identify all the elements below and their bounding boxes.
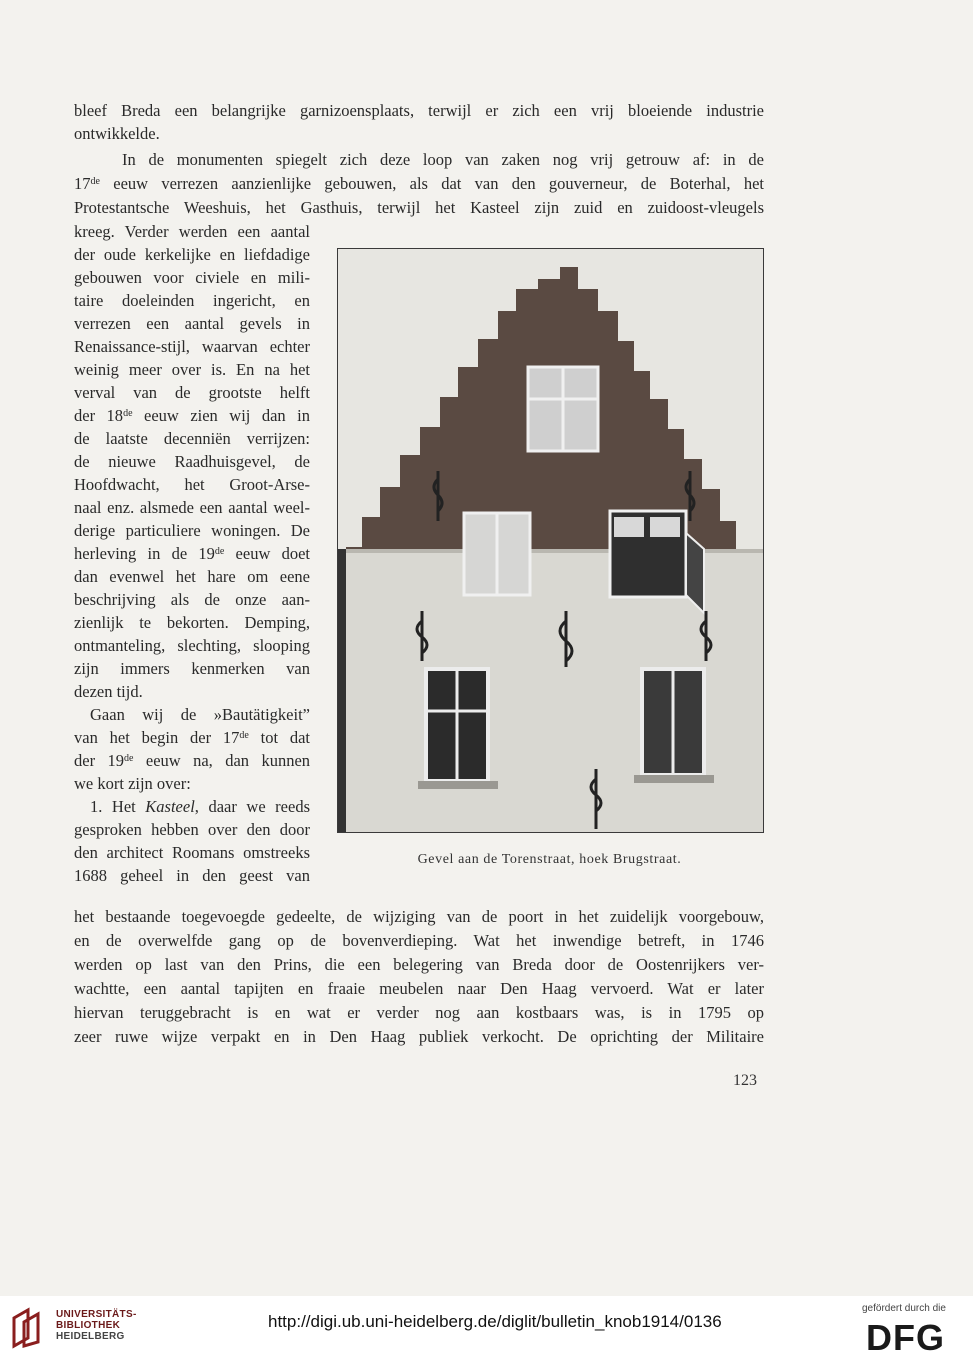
text-line: ontwikkelde. — [74, 124, 160, 143]
column-line: der 18de eeuw zien wij dan in — [74, 406, 310, 425]
column-line: van het begin der 17de tot dat — [74, 728, 311, 747]
funding-caption: gefördert durch die — [862, 1303, 946, 1314]
text-line: In de monumenten spiegelt zich deze loop van zaken nog vrij getrouw af: in de — [122, 150, 764, 169]
gable-illustration — [338, 249, 763, 832]
column-line: de laatste decenniën verrijzen: — [74, 429, 310, 448]
building-photo — [337, 248, 764, 833]
column-line: beschrijving als de onze aan- — [74, 590, 310, 609]
text-line: hiervan teruggebracht is en wat er verder nog aan kostbaars was, is in 1795 op — [74, 1003, 764, 1022]
page-number: 123 — [733, 1072, 757, 1089]
column-line: weinig meer over is. En na het — [74, 360, 310, 379]
column-line: Gaan wij de »Bautätigkeit” — [90, 705, 310, 724]
photo-caption: Gevel aan de Torenstraat, hoek Brugstraat. — [417, 852, 682, 867]
column-line: gebouwen voor civiele en mili- — [74, 268, 310, 287]
column-line: ontmanteling, slechting, slooping — [74, 636, 310, 655]
column-line: dezen tijd. — [74, 682, 143, 701]
column-line: kreeg. Verder werden een aantal — [74, 222, 310, 241]
column-line: we kort zijn over: — [74, 774, 191, 793]
column-line: zijn immers kenmerken van — [74, 659, 310, 678]
library-name: UNIVERSITÄTS- BIBLIOTHEK HEIDELBERG — [56, 1309, 137, 1342]
footer-bar — [0, 1296, 973, 1364]
column-line: derige particuliere woningen. De — [74, 521, 310, 540]
column-line: dan evenwel het hare om eene — [74, 567, 310, 586]
column-line: verval van de grootste helft — [74, 383, 310, 402]
column-line: zienlijk te bekorten. Demping, — [74, 613, 310, 632]
column-line: taire doeleinden ingericht, en — [74, 291, 310, 310]
column-line: 1. Het Kasteel, daar we reeds — [90, 797, 310, 816]
text-line: en de overwelfde gang op de bovenverdieping. Wat het inwendige betreft, in 1746 — [74, 931, 764, 950]
column-line: der oude kerkelijke en liefdadige — [74, 245, 310, 264]
text-line: het bestaande toegevoegde gedeelte, de wijziging van de poort in het zuidelijk voorgebouw, — [74, 907, 764, 926]
column-line: gesproken hebben over den door — [74, 820, 310, 839]
column-line: Renaissance-stijl, waarvan echter — [74, 337, 310, 356]
text-line: zeer ruwe wijze verpakt en in Den Haag publiek verkocht. De oprichting der Militaire — [74, 1027, 764, 1046]
text-line: werden op last van den Prins, die een belegering van Breda door de Oostenrijkers ver- — [74, 955, 764, 974]
column-line: Hoofdwacht, het Groot-Arse- — [74, 475, 310, 494]
text-line: 17de eeuw verrezen aanzienlijke gebouwen, als dat van den gouverneur, de Boterhal, het — [74, 174, 765, 193]
column-line: de nieuwe Raadhuisgevel, de — [74, 452, 310, 471]
library-logo-icon — [10, 1306, 50, 1350]
text-line: wachtte, een aantal tapijten en fraaie meubelen naar Den Haag vervoerd. Wat er later — [74, 979, 764, 998]
dfg-logo: DFG — [866, 1317, 945, 1358]
column-line: den architect Roomans omstreeks — [74, 843, 310, 862]
column-line: verrezen een aantal gevels in — [74, 314, 310, 333]
source-url[interactable]: http://digi.ub.uni-heidelberg.de/diglit/bulletin_knob1914/0136 — [268, 1312, 722, 1331]
column-line: der 19de eeuw na, dan kunnen — [74, 751, 311, 770]
text-line: Protestantsche Weeshuis, het Gasthuis, terwijl het Kasteel zijn zuid en zuidoost-vleugels — [74, 198, 764, 217]
text-line: bleef Breda een belangrijke garnizoensplaats, terwijl er zich een vrij bloeiende industrie — [74, 101, 764, 120]
column-line: 1688 geheel in den geest van — [74, 866, 310, 885]
column-line: naal enz. alsmede een aantal weel- — [74, 498, 310, 517]
column-line: herleving in de 19de eeuw doet — [74, 544, 310, 563]
